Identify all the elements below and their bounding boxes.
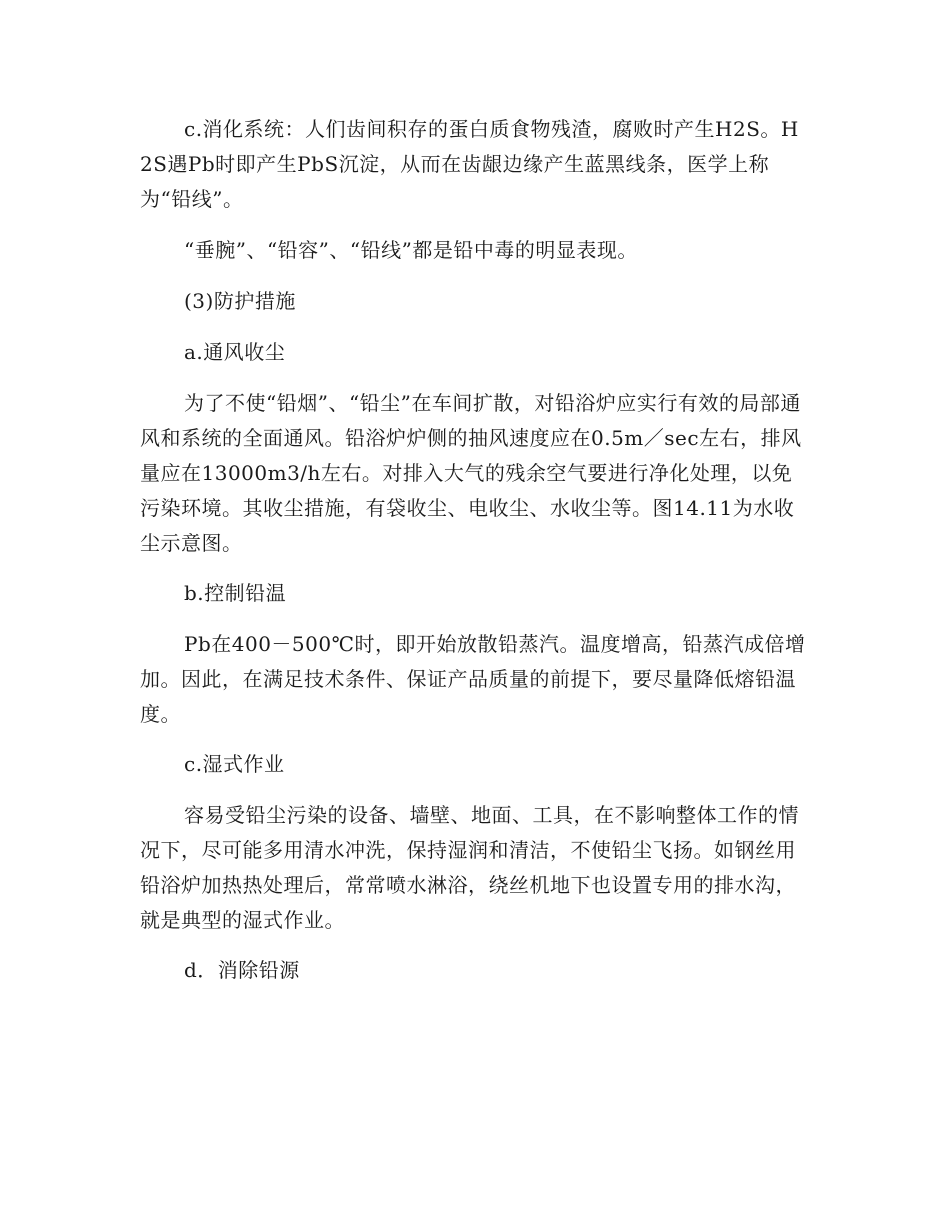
paragraph-digestive-system: c.消化系统：人们齿间积存的蛋白质食物残渣，腐败时产生H2S。H2S遇Pb时即产生PbS沉淀，从而在齿龈边缘产生蓝黑线条，医学上称为“铅线”。 [140, 117, 799, 211]
paragraph-lead-poisoning-signs: “垂腕”、“铅容”、“铅线”都是铅中毒的明显表现。 [184, 238, 638, 262]
heading-ventilation-dust-collection: a.通风收尘 [184, 340, 286, 364]
heading-wet-operation: c.湿式作业 [184, 752, 285, 776]
heading-control-lead-temperature: b.控制铅温 [184, 581, 287, 605]
heading-eliminate-lead-source: d．消除铅源 [184, 958, 300, 982]
paragraph-wet-operation: 容易受铅尘污染的设备、墙壁、地面、工具，在不影响整体工作的情况下，尽可能多用清水冲洗，保持湿润和清洁，不使铅尘飞扬。如钢丝用铅浴炉加热热处理后，常常喷水淋浴，绕丝机地下也设置专用的排水沟，就是典型的湿式作业。 [140, 803, 799, 932]
paragraph-ventilation: 为了不使“铅烟”、“铅尘”在车间扩散，对铅浴炉应实行有效的局部通风和系统的全面通风。铅浴炉炉侧的抽风速度应在0.5m／sec左右，排风量应在13000m3/h左右。对排入大气的残余空气要进行净化处理，以免污染环境。其收尘措施，有袋收尘、电收尘、水收尘等。图14.11为水收尘示意图。 [140, 391, 802, 555]
paragraph-lead-temperature: Pb在400－500℃时，即开始放散铅蒸汽。温度增高，铅蒸汽成倍增加。因此，在满足技术条件、保证产品质量的前提下，要尽量降低熔铅温度。 [140, 632, 806, 726]
document-body [140, 112, 810, 988]
heading-protective-measures: (3)防护措施 [184, 289, 296, 313]
